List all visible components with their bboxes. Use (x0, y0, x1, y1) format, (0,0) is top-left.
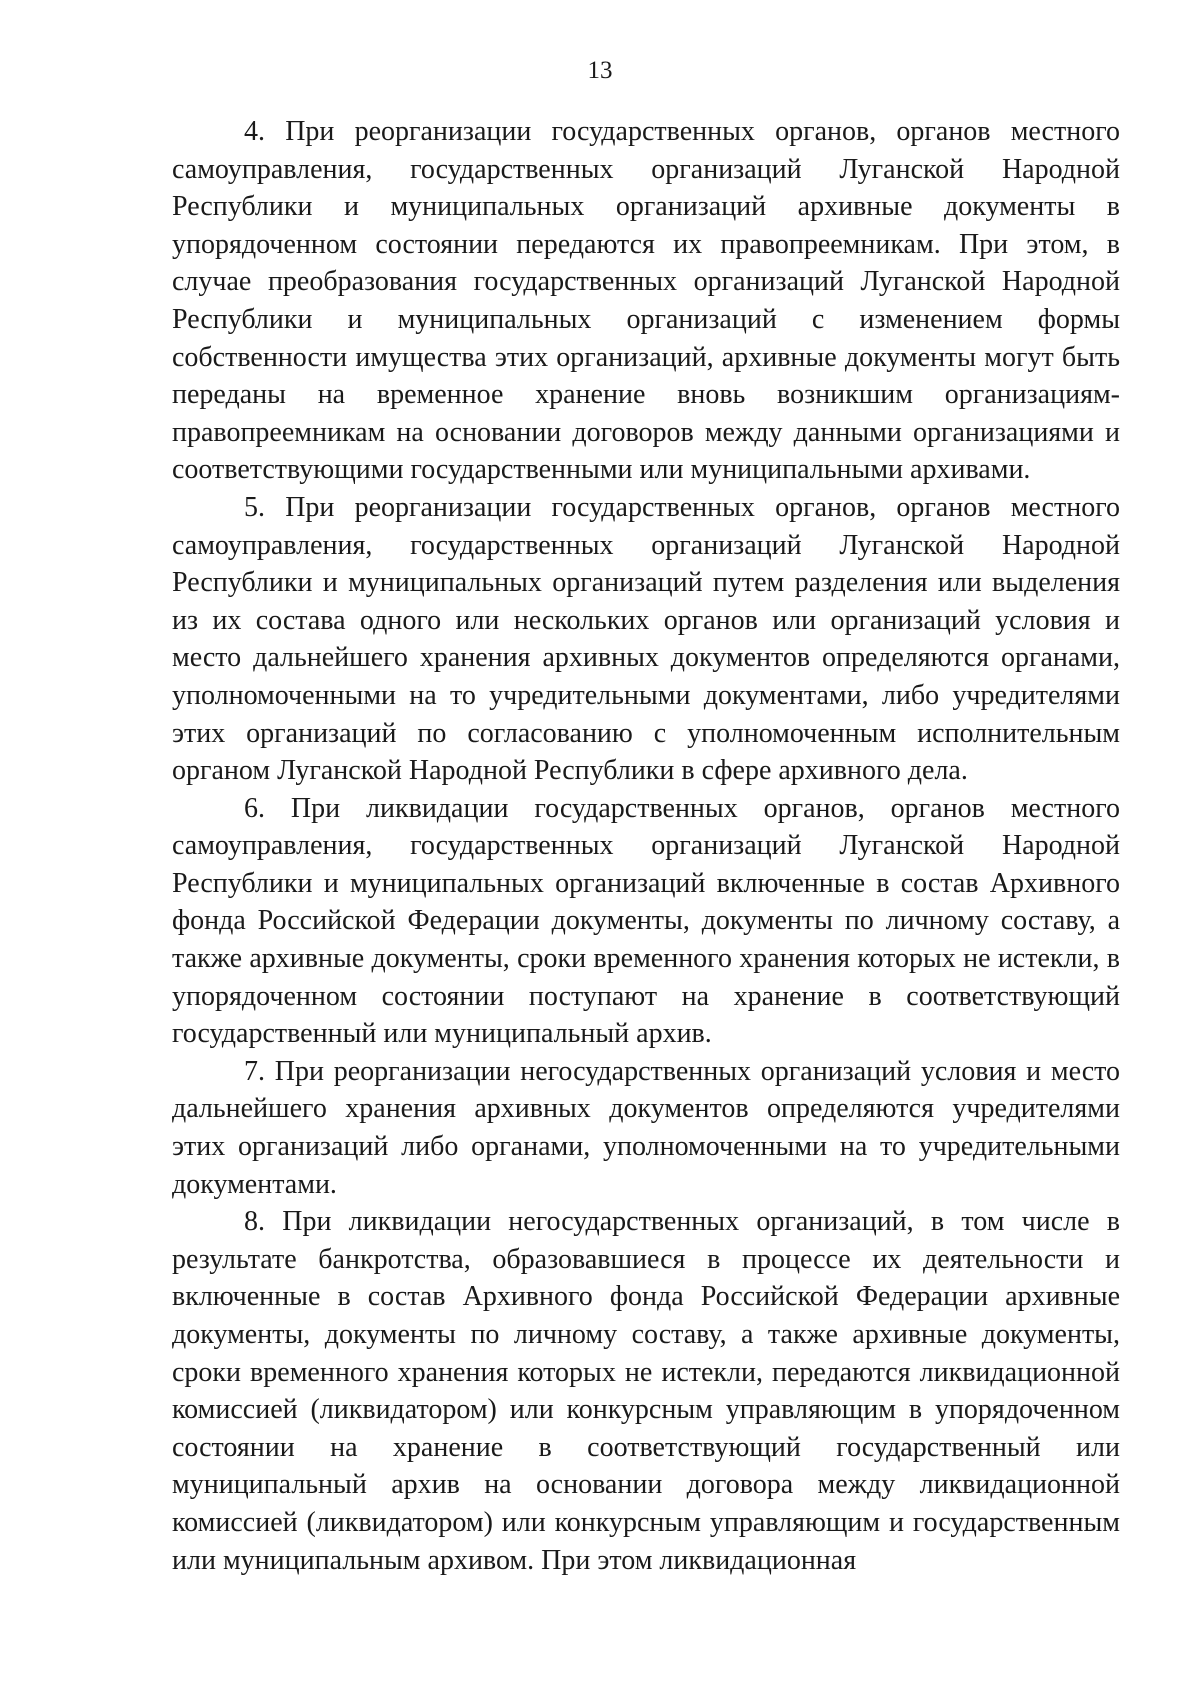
paragraph-5: 5. При реорганизации государственных органов, органов местного самоуправления, государственных организаций Луганской Народной Республики и муниципальных организаций путем разделения или выделения из их состава одного или нескольких органов или организаций условия и место дальнейшего хранения архивных документов определяются органами, уполномоченными на то учредительными документами, либо учредителями этих организаций по согласованию с уполномоченным исполнительным органом Луганской Народной Республики в сфере архивного дела. (172, 491, 1120, 787)
paragraph-7: 7. При реорганизации негосударственных организаций условия и место дальнейшего хранения архивных документов определяются учредителями этих организаций либо органами, уполномоченными на то учредительными документами. (172, 1055, 1120, 1200)
paragraph-8: 8. При ликвидации негосударственных организаций, в том числе в результате банкротства, образовавшиеся в процессе их деятельности и включенные в состав Архивного фонда Российской Федерации архивные документы, документы по личному составу, а также архивные документы, сроки временного хранения которых не истекли, передаются ликвидационной комиссией (ликвидатором) или конкурсным управляющим в упорядоченном состоянии на хранение в соответствующий государственный или муниципальный архив на основании договора между ликвидационной комиссией (ликвидатором) или конкурсным управляющим и государственным или муниципальным архивом. При этом ликвидационная (172, 1206, 1120, 1576)
document-body (172, 113, 1120, 1579)
page-number: 13 (587, 57, 613, 84)
paragraph-4: 4. При реорганизации государственных органов, органов местного самоуправления, государственных организаций Луганской Народной Республики и муниципальных организаций архивные документы в упорядоченном состоянии передаются их правопреемникам. При этом, в случае преобразования государственных организаций Луганской Народной Республики и муниципальных организаций с изменением формы собственности имущества этих организаций, архивные документы могут быть переданы на временное хранение вновь возникшим организациям-правопреемникам на основании договоров между данными организациями и соответствующими государственными или муниципальными архивами. (172, 116, 1120, 486)
paragraph-6: 6. При ликвидации государственных органов, органов местного самоуправления, государственных организаций Луганской Народной Республики и муниципальных организаций включенные в состав Архивного фонда Российской Федерации документы, документы по личному составу, а также архивные документы, сроки временного хранения которых не истекли, в упорядоченном состоянии поступают на хранение в соответствующий государственный или муниципальный архив. (172, 792, 1120, 1050)
